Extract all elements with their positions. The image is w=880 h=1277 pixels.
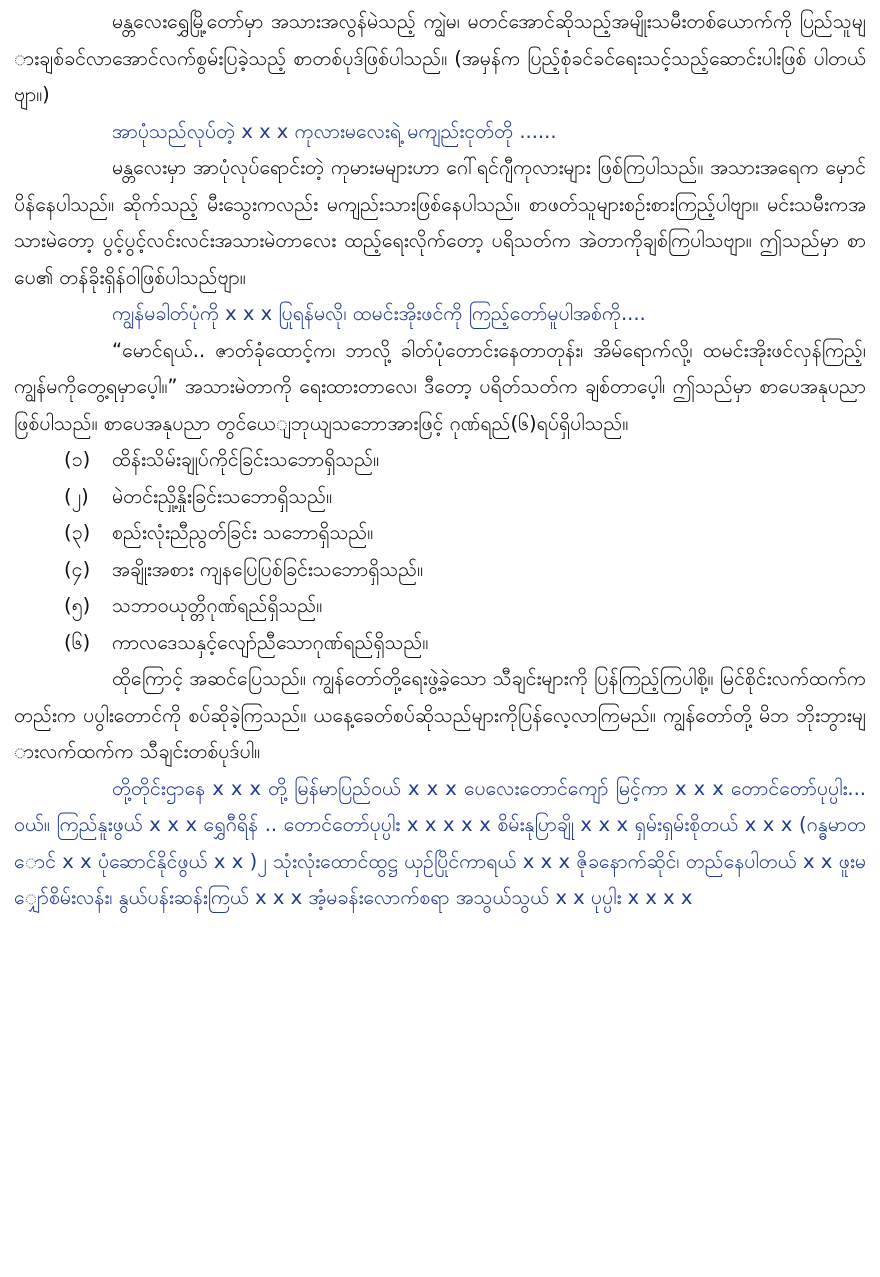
song-lyrics-popa: တို့တိုင်းဌာနေ x x x တို့ မြန်မာပြည်ဝယ် x x x ပေလေးတောင်ကျော် မြင့်ကာ x x x တောင်တော်ပုပ္ပါး... ဝယ်။ ကြည်နူးဖွယ် x x x ရွှေဂီရိန် .. တောင်တော်ပုပ္ပါး x x x x x စိမ်းနုပြာချို x x x ရှမ်းရှမ်းစိုတယ် x x x (ဂန္ဓမာတောင် x x ပုံဆောင်နိုင်ဖွယ် x x )၂ သုံးလုံးထောင်ထွဋ္ဌ ယှဉ်ပြိုင်ကာရယ် x x x ဇိုခနောက်ဆိုင်၊ တည်နေပါတယ် x x ဖူးမျှော်စိမ်းလန်း၊ နွယ်ပန်းဆန်းကြယ် x x x အံ့မခန်းလောက်စရာ အသွယ်သွယ် x x ပုပ္ပါး x x x x <box>14 776 866 909</box>
paragraph-apon-sellers: မန္တလေးမှာ အာပုံလုပ်ရောင်းတဲ့ ကုမားမများဟာ ဂေါ်ရင်ဂျီကုလားများ ဖြစ်ကြပါသည်။ အသားအရေက မှောင်ပိန်နေပါသည်။ ဆိုက်သည့် မီးသွေးကလည်း မကျည်းသားဖြစ်နေပါသည်။ စာဖတ်သူများစဉ်းစားကြည့်ပါဗျာ။ မင်းသမီးကအသားမဲတော့ ပွင့်ပွင့်လင်းလင်းအသားမဲတာလေး ထည့်ရေးလိုက်တော့ ပရိသတ်က အဲတာကိုချစ်ကြပါသဗျာ။ ဤသည်မှာ စာပေ၏ တန်ခိုးရှိန်ဝါဖြစ်ပါသည်ဗျာ။ <box>14 156 866 289</box>
list-item-text: ကာလဒေသနှင့်လျော်ညီသောဂုဏ်ရည်ရှိသည်။ <box>112 630 429 654</box>
document-page <box>14 4 866 1272</box>
list-item-text: ထိန်းသိမ်းချုပ်ကိုင်ခြင်းသဘောရှိသည်။ <box>112 448 380 471</box>
paragraph-intro: မန္တလေးရွှေမြို့တော်မှာ အသားအလွန်မဲသည့် ကျွဲမ၊ မတင်အောင်ဆိုသည့်အမျိုးသမီးတစ်ယောက်ကို ပြည်သူများချစ်ခင်လာအောင်လက်စွမ်းပြခဲ့သည့် စာတစ်ပုဒ်ဖြစ်ပါသည်။ (အမှန်က ပြည့်စုံခင်ခင်ရေးသင့်သည့်ဆောင်းပါးဖြစ် ပါတယ်ဗျာ။) <box>14 10 866 106</box>
list-item-number: (၄) <box>64 557 91 581</box>
list-item <box>14 552 866 589</box>
paragraph-dialogue: “မောင်ရယ်.. ဇာတ်ခုံထောင့်က၊ ဘာလို့ ခါတ်ပုံတောင်းနေတာတုန်း၊ အိမ်ရောက်လို့၊ ထမင်းအိုးဖင်လှန်ကြည့်၊ ကျွန်မကိုတွေ့ရမှာပေ့ါ။” အသားမဲတာကို ရေးထားတာလေ၊ ဒီတော့ ပရိတ်သတ်က ချစ်တာပေ့ါ၊ ဤသည်မှာ စာပေအနုပညာဖြစ်ပါသည်။ စာပေအနုပညာ တွင်ယေျဘုယျသဘောအားဖြင့် ဂုဏ်ရည်(၆)ရပ်ရှိပါသည်။ <box>14 338 866 435</box>
list-item-number: (၆) <box>64 630 91 654</box>
song-quote-1: အာပုံသည်လုပ်တဲ့ x x x ကုလားမလေးရဲ့ မကျည်းငုတ်တို ...... <box>112 119 557 143</box>
list-item-text: မဲတင်းညှို့နှိုးခြင်းသဘောရှိသည်။ <box>112 484 333 508</box>
list-item-number: (၂) <box>64 484 89 508</box>
list-item-text: အချိုးအစား ကျနပြေပြစ်ခြင်းသဘောရှိသည်။ <box>112 557 424 581</box>
list-item <box>14 442 866 479</box>
list-item-number: (၅) <box>64 594 91 617</box>
list-item <box>14 515 866 552</box>
list-item-text: စည်းလုံးညီညွတ်ခြင်း သဘောရှိသည်။ <box>112 521 374 544</box>
list-item-text: သဘာဝယုတ္တိဂုဏ်ရည်ရှိသည်။ <box>112 594 323 617</box>
list-item-number: (၃) <box>64 521 91 544</box>
paragraph-songs: ထိုကြောင့် အဆင်ပြေသည်။ ကျွန်တော်တို့ရေးဖွဲ့ခဲ့သော သီချင်းများကို ပြန်ကြည့်ကြပါစို့။ မြင်စိုင်းလက်ထက်ကတည်းက ပပွါးတောင်ကို စပ်ဆိုခဲ့ကြသည်။ ယနေ့ခေတ်စပ်ဆိုသည်များကိုပြန်လေ့လာကြမည်။ ကျွန်တော်တို့ မိဘ ဘိုးဘွားများလက်ထက်က သီချင်းတစ်ပုဒ်ပါ။ <box>14 667 866 763</box>
qualities-list <box>14 442 866 661</box>
list-item <box>14 625 866 662</box>
list-item <box>14 588 866 625</box>
list-item-number: (၁) <box>64 448 91 471</box>
song-quote-2: ကျွန်မခါတ်ပုံကို x x x ပြုရန်မလို၊ ထမင်းအိုးဖင်ကို ကြည့်တော်မူပါအစ်ကို.... <box>112 302 646 325</box>
list-item <box>14 479 866 516</box>
